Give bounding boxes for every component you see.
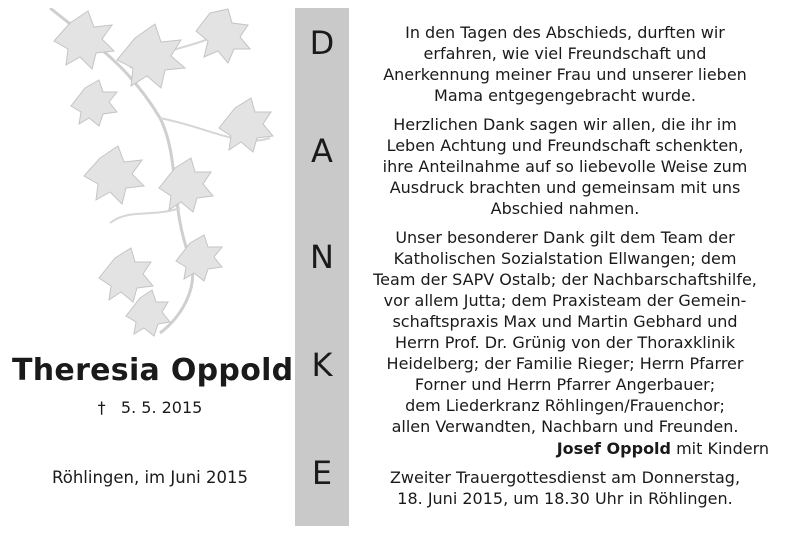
thanks-paragraph: Herzlichen Dank sagen wir allen, die ihr im Leben Achtung und Freundschaft schenkten, ihre Anteilnahme auf so liebevolle Weise zum Ausdruck brachten und gemeinsam mit uns Abschied nahmen. [382, 115, 748, 218]
dank-letter: N [310, 238, 334, 276]
signature-suffix: mit Kindern [676, 439, 769, 458]
deceased-name: Theresia Oppold [12, 353, 294, 388]
dank-band [295, 8, 349, 526]
place-and-date: Röhlingen, im Juni 2015 [52, 468, 248, 487]
death-date-line [40, 398, 260, 417]
thanks-paragraph: Unser besonderer Dank gilt dem Team der Katholischen Sozialstation Ellwangen; dem Team der SAPV Ostalb; der Nachbarschaftshilfe, vor allem Jutta; dem Praxisteam der Gemein- schaftspraxis Max und Martin Gebhard und Herrn Prof. Dr. Grünig von der Thoraxklinik Heidelberg; der Familie Rieger; Herrn Pfarrer Forner und Herrn Pfarrer Angerbauer; dem Liederkranz Röhlingen/Frauenchor; allen Verwandten, Nachbarn und Freunden. [373, 228, 757, 436]
dank-letter: A [311, 132, 333, 170]
cross-symbol-icon: † [97, 398, 106, 417]
dank-letter: E [311, 454, 333, 492]
death-date: 5. 5. 2015 [120, 398, 203, 417]
thanks-paragraph: In den Tagen des Abschieds, durften wir erfahren, wie viel Freundschaft und Anerkennung meiner Frau und unserer lieben Mama entgegengebracht wurde. [383, 23, 747, 105]
thanks-text [355, 22, 775, 445]
signature [355, 439, 769, 458]
signature-name: Josef Oppold [556, 439, 671, 458]
dank-letter: K [311, 346, 333, 384]
ivy-illustration [40, 8, 290, 338]
dank-letter: D [309, 24, 335, 62]
service-notice: Zweiter Trauergottesdienst am Donnerstag, 18. Juni 2015, um 18.30 Uhr in Röhlingen. [389, 468, 741, 508]
